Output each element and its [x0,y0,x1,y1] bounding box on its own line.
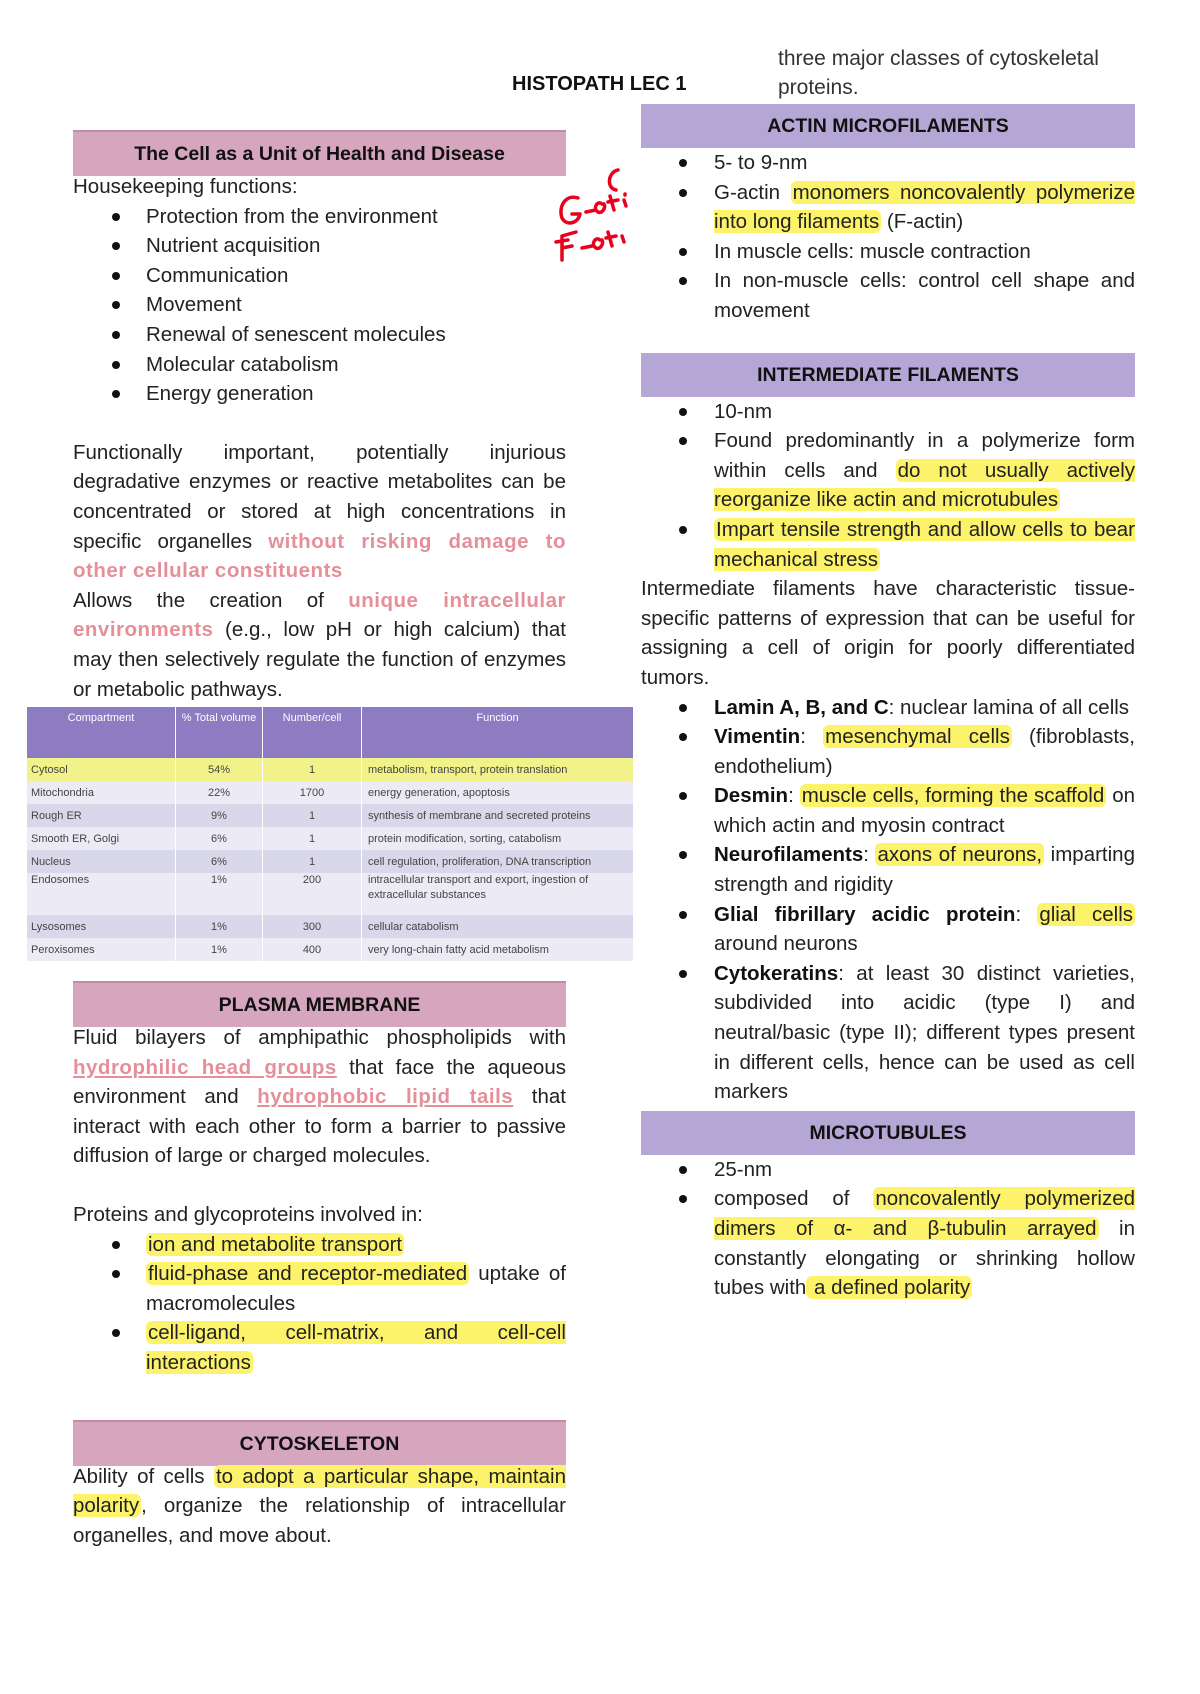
table-cell: 9% [176,804,263,827]
list-item: Communication [73,261,566,291]
emphasis-text: hydrophobic lipid tails [257,1085,514,1109]
highlight-text: noncovalently polymerized dimers of α- and β-tubulin arrayed [714,1187,1136,1240]
left-column [73,130,566,704]
highlight-text: a defined polarity [808,1276,971,1300]
list-item [641,959,1135,1107]
right-column [641,44,1135,1303]
filament-types-list [641,693,1135,1107]
list-item [73,1318,566,1377]
emphasis-text: hydrophilic head groups [73,1055,337,1079]
actin-list [641,148,1135,326]
highlight-text: monomers noncovalently polymerize into long filaments [714,180,1135,234]
list-item: Neurofilaments: axons of neurons, imparting strength and rigidity [641,840,1135,899]
table-cell: very long-chain fatty acid metabolism [362,938,634,961]
table-row [27,781,634,804]
paragraph-text: Fluid bilayers of amphipathic phospholipids with [73,1026,566,1049]
list-text: around neurons [714,932,858,956]
list-item [73,1230,566,1260]
term: Glial fibrillary acidic protein [714,902,1016,926]
paragraph-text: (e.g., low pH or high calcium) that may then selectively regulate the function of enzymes or metabolic pathways. [73,618,566,701]
table-cell: Cytosol [27,758,176,781]
list-item [641,178,1135,237]
paragraph-text: Allows the creation of [73,588,349,612]
list-text: : at least 30 distinct varieties, subdivided into acidic (type I) and neutral/basic (type II); different types present in different cells, hence can be used as cell markers [714,961,1135,1104]
table-row [27,827,634,850]
list-item: In non-muscle cells: control cell shape and movement [641,266,1135,325]
list-text: composed of [714,1187,874,1211]
paragraph-text: that face the aqueous environment and [73,1055,566,1109]
list-item: 10-nm [641,397,1135,427]
table-header: Compartment [27,707,176,758]
highlight-text: muscle cells, forming the scaffold [801,784,1105,808]
section-header-microtubules: MICROTUBULES [641,1111,1135,1155]
table-row [27,915,634,938]
table-cell: 200 [263,873,362,915]
section-header-plasma-membrane: PLASMA MEMBRANE [73,981,566,1027]
table-cell: 22% [176,781,263,804]
table-cell: Smooth ER, Golgi [27,827,176,850]
table-cell: 1% [176,873,263,915]
page-title: HISTOPATH LEC 1 [512,73,687,95]
table-cell: cell regulation, proliferation, DNA transcription [362,850,634,873]
list-item [641,515,1135,574]
table-cell: 1 [263,850,362,873]
section-header-cytoskeleton: CYTOSKELETON [73,1420,566,1466]
paragraph-text: Ability of cells [73,1464,214,1488]
term: Neurofilaments [714,843,864,867]
term: Vimentin [714,725,801,749]
table-cell: Nucleus [27,850,176,873]
table-cell: synthesis of membrane and secreted proteins [362,804,634,827]
list-text: : nuclear lamina of all cells [888,695,1130,719]
table-header: Function [362,707,634,758]
list-item [73,1259,566,1318]
list-item: 5- to 9-nm [641,148,1135,178]
housekeeping-list [73,202,566,409]
table-cell: 6% [176,827,263,850]
list-item: Renewal of senescent molecules [73,320,566,350]
table-row [27,850,634,873]
intermediate-list [641,397,1135,575]
annotation-bracket [609,170,618,190]
plasma-membrane-paragraph [73,1023,566,1171]
highlight-text: Impart tensile strength and allow cells to bear mechanical stress [714,517,1135,571]
list-item: Vimentin: mesenchymal cells (fibroblasts, endothelium) [641,722,1135,781]
term: Lamin A, B, and C [714,695,889,719]
annotation-g-actin [561,194,626,223]
list-item: Desmin: muscle cells, forming the scaffold on which actin and myosin contract [641,781,1135,840]
paragraph-text: that interact with each other to form a barrier to passive diffusion of large or charged molecules. [73,1085,566,1168]
table-cell: 1 [263,804,362,827]
section-header-cell-health: The Cell as a Unit of Health and Disease [73,130,566,176]
proteins-intro: Proteins and glycoproteins involved in: [73,1202,423,1226]
intermediate-paragraph: Intermediate filaments have characteristic tissue-specific patterns of expression that can be useful for assigning a cell of origin for poorly differentiated tumors. [641,577,1135,689]
table-cell: energy generation, apoptosis [362,781,634,804]
list-text: (fibroblasts, endothelium) [714,725,1135,778]
housekeeping-intro: Housekeeping functions: [73,175,298,198]
table-cell: Endosomes [27,873,176,915]
list-text: on which actin and myosin contract [714,784,1135,837]
table-cell: Lysosomes [27,915,176,938]
highlight-text: ion and metabolite transport [148,1232,403,1256]
compartment-table [27,707,634,961]
table-header: Number/cell [263,707,362,758]
table-row [27,804,634,827]
table-cell: 54% [176,758,263,781]
highlight-text: cell-ligand, cell-matrix, and cell-cell interactions [146,1321,566,1374]
table-row [27,758,634,781]
highlight-text: to adopt a particular shape, maintain polarity [73,1464,566,1518]
highlight-text: mesenchymal cells [825,725,1010,749]
table-cell: 300 [263,915,362,938]
table-cell: 1700 [263,781,362,804]
list-text: in constantly elongating or shrinking hollow tubes with [714,1217,1135,1300]
annotation-f-actin [556,232,624,260]
table-cell: metabolism, transport, protein translation [362,758,634,781]
list-item [641,1184,1135,1302]
proteins-list [73,1230,566,1378]
term: Desmin [714,784,789,808]
section-header-intermediate-filaments: INTERMEDIATE FILAMENTS [641,353,1135,397]
list-item: 25-nm [641,1155,1135,1185]
table-cell: 1% [176,938,263,961]
top-note: three major classes of cytoskeletal proteins. [778,47,1099,99]
highlight-text: glial cells [1039,902,1133,926]
list-text: Found predominantly in a polymerize form within cells and [714,429,1135,482]
highlight-text: axons of neurons, [877,843,1043,867]
table-cell: intracellular transport and export, ingestion of extracellular substances [362,873,634,915]
highlight-text: fluid-phase and receptor-mediated [148,1262,468,1286]
table-cell: cellular catabolism [362,915,634,938]
highlight-text: do not usually actively reorganize like actin and microtubules [714,458,1135,512]
list-item: Energy generation [73,379,566,409]
list-item [641,426,1135,515]
table-cell: protein modification, sorting, catabolism [362,827,634,850]
emphasis-text: unique intracellular environments [73,588,566,642]
list-text: uptake of macromolecules [146,1262,566,1315]
table-cell: 1 [263,758,362,781]
paragraph-text: Functionally important, potentially injurious degradative enzymes or reactive metabolites can be concentrated or stored at high concentrations in specific organelles [73,440,566,553]
table-cell: Mitochondria [27,781,176,804]
table-cell: Peroxisomes [27,938,176,961]
table-cell: 1% [176,915,263,938]
list-item: Molecular catabolism [73,350,566,380]
list-item: Movement [73,290,566,320]
section-header-actin: ACTIN MICROFILAMENTS [641,104,1135,148]
table-cell: 1 [263,827,362,850]
list-text: (F-actin) [881,210,964,234]
table-row [27,938,634,961]
list-text: G-actin [714,180,791,204]
list-item: Protection from the environment [73,202,566,232]
emphasis-text: without risking damage to other cellular constituents [73,529,566,583]
paragraph-text: , organize the relationship of intracellular organelles, and move about. [73,1494,566,1547]
table-cell: Rough ER [27,804,176,827]
table-header: % Total volume [176,707,263,758]
list-text: imparting strength and rigidity [714,843,1135,897]
organelle-paragraph [73,438,566,704]
table-cell: 400 [263,938,362,961]
term: Cytokeratins [714,961,839,985]
table-cell: 6% [176,850,263,873]
table-row [27,873,634,915]
list-item: Glial fibrillary acidic protein: glial cells around neurons [641,900,1135,959]
list-item [641,693,1135,723]
list-item: Nutrient acquisition [73,231,566,261]
cytoskeleton-paragraph [73,1462,566,1551]
microtubules-list [641,1155,1135,1303]
list-item: In muscle cells: muscle contraction [641,237,1135,267]
left-column-lower [73,981,566,1550]
